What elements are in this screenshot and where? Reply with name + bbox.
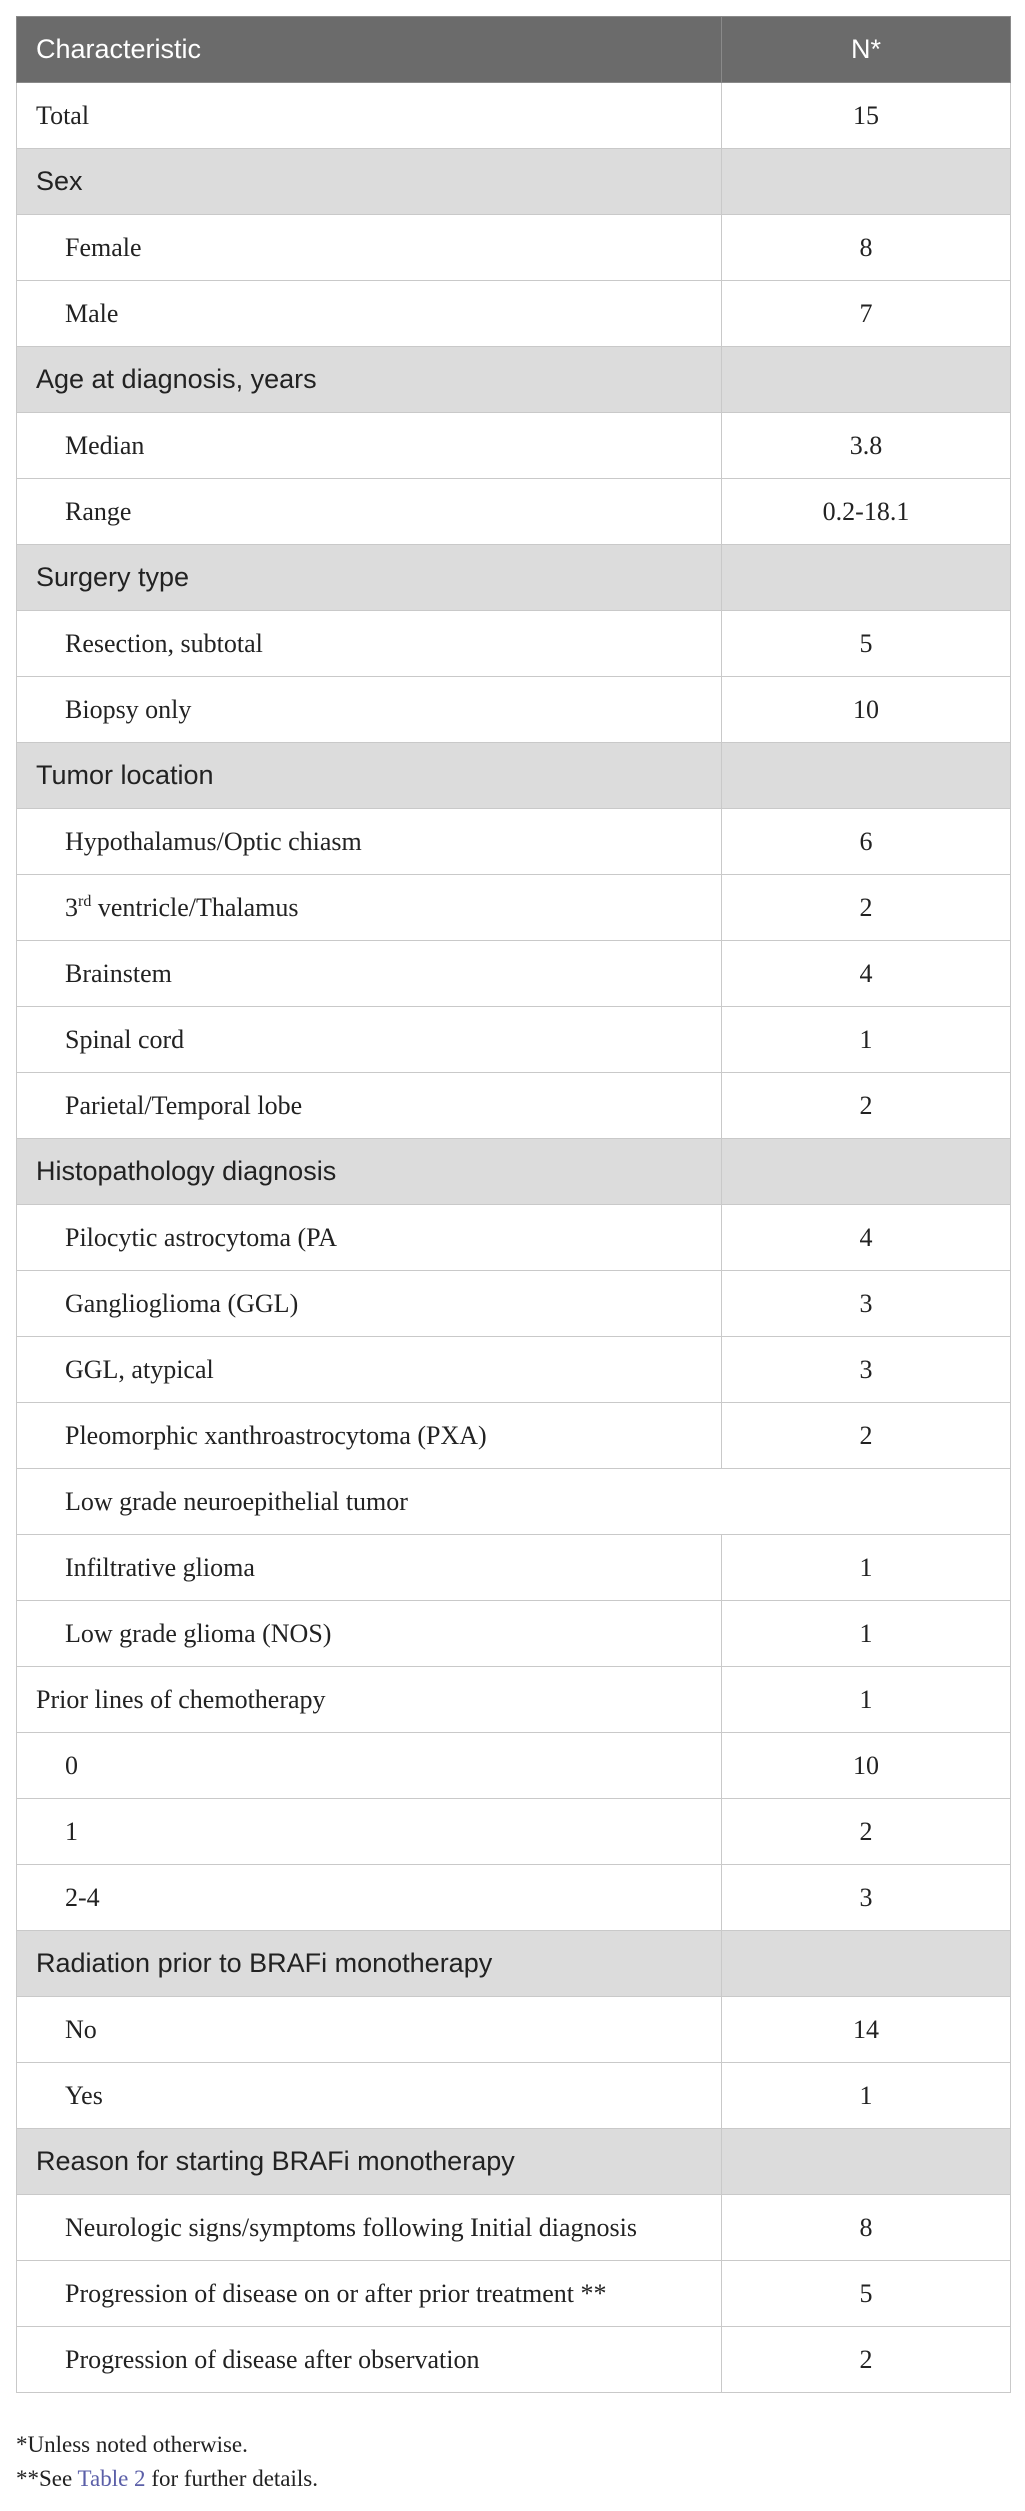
table-2-link[interactable]: Table 2 [77,2466,146,2491]
footnote-unless-noted: *Unless noted otherwise. [16,2432,248,2457]
footnote-see-table [16,2462,1010,2496]
row-value: 3 [722,1337,1011,1403]
row-label: GGL, atypical [17,1337,722,1403]
row-label: 0 [17,1733,722,1799]
section-empty-cell [722,743,1011,809]
table-row [17,479,1011,545]
row-label: Yes [17,2063,722,2129]
row-value: 10 [722,677,1011,743]
table-row [17,1601,1011,1667]
row-label: Spinal cord [17,1007,722,1073]
row-value: 6 [722,809,1011,875]
row-label [17,875,722,941]
characteristics-table [16,16,1011,2393]
section-heading: Tumor location [17,743,722,809]
row-label: Progression of disease after observation [17,2327,722,2393]
row-label: Brainstem [17,941,722,1007]
table-row [17,611,1011,677]
table-row [17,1271,1011,1337]
table-body [17,83,1011,2393]
table-section-row [17,1139,1011,1205]
row-value: 14 [722,1997,1011,2063]
row-label: Pilocytic astrocytoma (PA [17,1205,722,1271]
row-label: Low grade glioma (NOS) [17,1601,722,1667]
table-row [17,1997,1011,2063]
section-heading: Radiation prior to BRAFi monotherapy [17,1931,722,1997]
row-label: Ganglioglioma (GGL) [17,1271,722,1337]
row-label: Male [17,281,722,347]
section-heading: Sex [17,149,722,215]
table-row [17,413,1011,479]
row-value: 1 [722,1601,1011,1667]
row-label: Prior lines of chemotherapy [17,1667,722,1733]
row-label-text: ventricle/Thalamus [91,892,299,922]
table-row [17,281,1011,347]
row-value: 4 [722,1205,1011,1271]
table-section-row [17,347,1011,413]
row-value: 1 [722,1667,1011,1733]
table-row [17,1469,1011,1535]
section-heading: Histopathology diagnosis [17,1139,722,1205]
row-label: Infiltrative glioma [17,1535,722,1601]
row-value: 3 [722,1865,1011,1931]
footnote-see-suffix: for further details. [145,2466,318,2491]
table-row [17,1337,1011,1403]
table-row [17,83,1011,149]
header-characteristic: Characteristic [17,17,722,83]
row-value: 2 [722,1403,1011,1469]
footnotes [16,2428,1010,2496]
section-heading: Reason for starting BRAFi monotherapy [17,2129,722,2195]
table-row [17,1667,1011,1733]
table-section-row [17,545,1011,611]
row-value: 2 [722,2327,1011,2393]
row-value: 8 [722,2195,1011,2261]
row-value: 7 [722,281,1011,347]
row-value: 2 [722,1799,1011,1865]
table-row [17,1535,1011,1601]
row-value: 5 [722,2261,1011,2327]
table-row [17,875,1011,941]
table-row [17,2261,1011,2327]
table-row [17,809,1011,875]
section-heading: Surgery type [17,545,722,611]
table-section-row [17,149,1011,215]
row-label: Range [17,479,722,545]
table-section-row [17,2129,1011,2195]
row-value: 1 [722,1007,1011,1073]
section-empty-cell [722,149,1011,215]
table-row [17,2063,1011,2129]
row-value: 15 [722,83,1011,149]
header-n: N* [722,17,1011,83]
section-empty-cell [722,347,1011,413]
row-label-superscript: rd [78,892,92,910]
table-section-row [17,1931,1011,1997]
section-heading: Age at diagnosis, years [17,347,722,413]
row-value: 3 [722,1271,1011,1337]
row-value: 3.8 [722,413,1011,479]
row-label: Progression of disease on or after prior treatment ** [17,2261,722,2327]
row-label: No [17,1997,722,2063]
table-header-row [17,17,1011,83]
section-empty-cell [722,1139,1011,1205]
row-value: 1 [722,2063,1011,2129]
section-empty-cell [722,1931,1011,1997]
row-label: Median [17,413,722,479]
row-label: Neurologic signs/symptoms following Initial diagnosis [17,2195,722,2261]
row-value: 4 [722,941,1011,1007]
row-value: 1 [722,1535,1011,1601]
row-value: 10 [722,1733,1011,1799]
row-value: 5 [722,611,1011,677]
section-empty-cell [722,545,1011,611]
table-row [17,677,1011,743]
characteristics-table-container [16,16,1010,2393]
row-label: Low grade neuroepithelial tumor [17,1469,1011,1535]
table-row [17,1865,1011,1931]
table-section-row [17,743,1011,809]
table-row [17,2327,1011,2393]
row-label: Pleomorphic xanthroastrocytoma (PXA) [17,1403,722,1469]
row-label: Total [17,83,722,149]
row-label: Biopsy only [17,677,722,743]
row-label: 1 [17,1799,722,1865]
row-label: Female [17,215,722,281]
row-label: 2-4 [17,1865,722,1931]
row-label: Parietal/Temporal lobe [17,1073,722,1139]
table-row [17,1073,1011,1139]
table-row [17,2195,1011,2261]
table-row [17,1799,1011,1865]
row-value: 2 [722,1073,1011,1139]
table-row [17,1007,1011,1073]
row-value: 0.2-18.1 [722,479,1011,545]
table-row [17,1403,1011,1469]
row-label-number: 3 [65,892,78,922]
table-row [17,941,1011,1007]
row-label: Resection, subtotal [17,611,722,677]
table-row [17,1733,1011,1799]
table-row [17,1205,1011,1271]
footnote-see-prefix: **See [16,2466,78,2491]
table-row [17,215,1011,281]
row-label: Hypothalamus/Optic chiasm [17,809,722,875]
section-empty-cell [722,2129,1011,2195]
row-value: 2 [722,875,1011,941]
row-value: 8 [722,215,1011,281]
